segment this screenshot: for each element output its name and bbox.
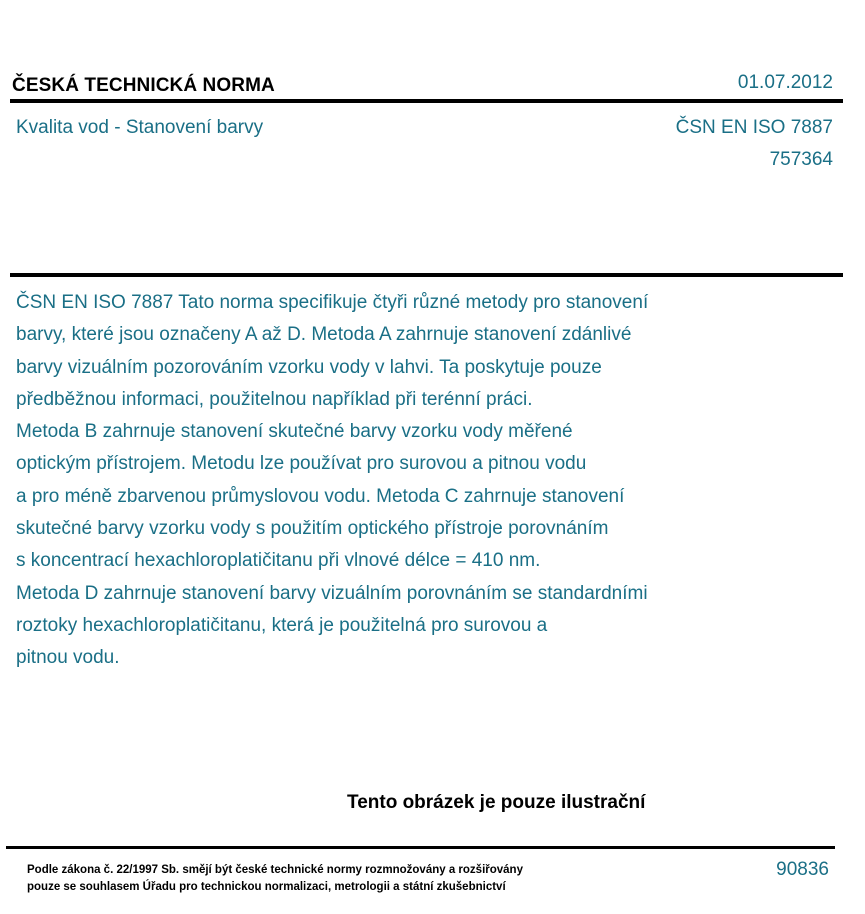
illustration-notice: Tento obrázek je pouze ilustrační xyxy=(347,792,646,813)
abstract-line: Metoda D zahrnuje stanovení barvy vizuálním porovnáním se standardními xyxy=(16,582,648,604)
abstract-line: barvy, které jsou označeny A až D. Metoda A zahrnuje stanovení zdánlivé xyxy=(16,324,632,346)
abstract-line: barvy vizuálním pozorováním vzorku vody v lahvi. Ta poskytuje pouze xyxy=(16,356,602,378)
abstract-line: roztoky hexachloroplatičitanu, která je použitelná pro surovou a xyxy=(16,614,548,636)
copyright-line: Podle zákona č. 22/1997 Sb. smějí být české technické normy rozmnožovány a rozšiřovány xyxy=(27,864,523,876)
document-number: 90836 xyxy=(776,859,829,880)
catalog-number: 757364 xyxy=(769,149,833,170)
abstract-line: pitnou vodu. xyxy=(16,647,120,669)
abstract-line: Metoda B zahrnuje stanovení skutečné barvy vzorku vody měřené xyxy=(16,421,573,443)
copyright-notice xyxy=(27,862,523,896)
standard-code: ČSN EN ISO 7887 xyxy=(675,117,833,138)
header-divider xyxy=(10,99,843,103)
issue-date: 01.07.2012 xyxy=(737,72,833,93)
abstract-line: a pro méně zbarvenou průmyslovou vodu. Metoda C zahrnuje stanovení xyxy=(16,485,625,507)
standard-subject: Kvalita vod - Stanovení barvy xyxy=(16,117,264,138)
abstract-line: skutečné barvy vzorku vody s použitím optického přístroje porovnáním xyxy=(16,518,609,540)
abstract-line: s koncentrací hexachloroplatičitanu při vlnové délce = 410 nm. xyxy=(16,550,541,572)
footer-divider xyxy=(6,846,835,849)
abstract-text xyxy=(16,287,776,675)
document-title: ČESKÁ TECHNICKÁ NORMA xyxy=(12,75,275,96)
copyright-line: pouze se souhlasem Úřadu pro technickou normalizaci, metrologii a státní zkušebnictví xyxy=(27,881,506,893)
abstract-line: ČSN EN ISO 7887 Tato norma specifikuje čtyři různé metody pro stanovení xyxy=(16,292,649,313)
section-divider xyxy=(10,273,843,277)
abstract-line: optickým přístrojem. Metodu lze používat pro surovou a pitnou vodu xyxy=(16,453,587,475)
abstract-line: předběžnou informaci, použitelnou například při terénní práci. xyxy=(16,388,533,410)
